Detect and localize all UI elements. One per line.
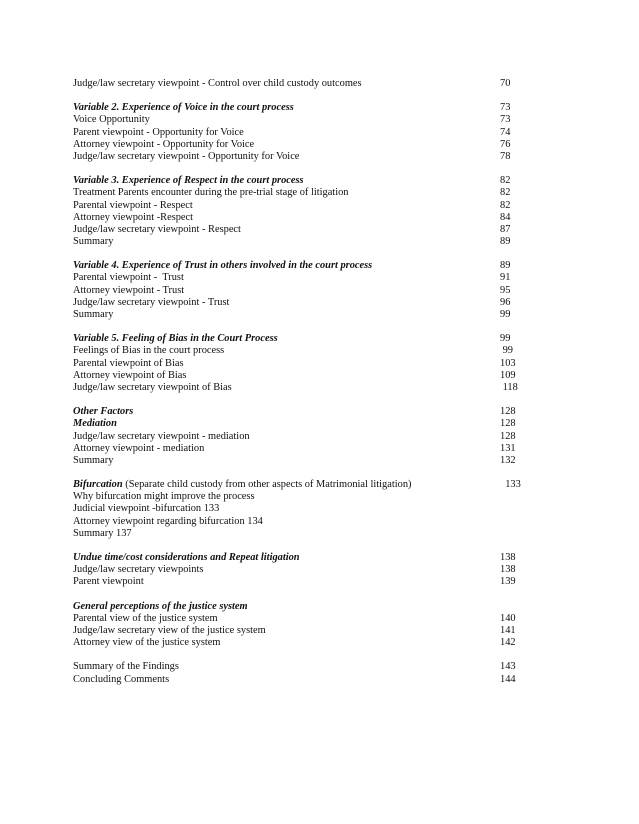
toc-page-number: 82 [500,199,511,211]
toc-entry-title: Judge/law secretary view of the justice system [73,624,266,636]
toc-entry [73,455,553,467]
toc-entry-title: Concluding Comments [73,673,170,685]
toc-entry-title: Judge/law secretary viewpoint - Control over child custody outcomes [73,78,362,89]
toc-heading [73,102,553,114]
toc-page-number: 140 [500,612,516,624]
toc-entry [73,187,553,199]
toc-entry-title: Other Factors [73,406,134,418]
toc-page-number: 84 [500,211,511,223]
toc-entry-title: Parental viewpoint - Trust [73,272,184,284]
toc-entry-title: Attorney viewpoint - mediation [73,442,205,454]
toc-page-number: 143 [500,661,516,673]
toc-page-number: 139 [500,576,516,588]
toc-entry-title: Variable 4. Experience of Trust in others involved in the court process [73,260,373,272]
toc-heading [73,260,553,272]
toc-section [73,552,553,589]
toc-page-number: 138 [500,552,516,563]
toc-page-number: 70 [500,78,511,89]
toc-entry-title: Judge/law secretary viewpoint of Bias [73,381,232,393]
toc-section [73,333,553,394]
toc-entry [73,528,553,540]
toc-entry-title: Summary [73,454,114,466]
toc-page-number: 128 [500,418,516,430]
toc-entry [73,625,553,637]
toc-entry-title: Treatment Parents encounter during the pre-trial stage of litigation [73,187,349,199]
toc-entry [73,358,553,370]
toc-entry [73,345,553,357]
toc-entry [73,224,553,236]
toc-entry-title: Attorney viewpoint - Opportunity for Voice [73,138,255,150]
toc-entry [73,564,553,576]
toc-entry [73,236,553,248]
toc-section [73,601,553,650]
toc-entry-title: Attorney viewpoint -Respect [73,211,194,223]
toc-page-number: 138 [500,564,516,576]
toc-entry [73,637,553,649]
toc-entry [73,661,553,673]
toc-section [73,661,553,685]
toc-entry [73,309,553,321]
toc-entry-title: Variable 5. Feeling of Bias in the Court Process [73,333,278,345]
toc-page-number: 109 [500,369,516,381]
toc-section [73,406,553,467]
toc-page-number: 141 [500,624,516,636]
toc-entry [73,127,553,139]
toc-page-number: 99 [500,333,511,345]
toc-page-number: 82 [500,175,511,187]
toc-entry-title: Parent viewpoint - Opportunity for Voice [73,126,244,138]
toc-entry-title-rest: (Separate child custody from other aspects of Matrimonial litigation) [122,479,412,491]
toc-entry-title: Judge/law secretary viewpoint - Trust [73,296,230,308]
toc-heading [73,418,553,430]
toc-page-number: 73 [500,114,511,126]
toc-entry-title: Judge/law secretary viewpoint - Opportunity for Voice [73,150,300,162]
toc-entry-title: Summary 137 [73,527,132,539]
toc-entry [73,151,553,163]
toc-page-number: 87 [500,223,511,235]
toc-section [73,175,553,248]
toc-entry-title: Judge/law secretary viewpoint - mediation [73,430,250,442]
toc-entry [73,613,553,625]
toc-entry [73,78,553,90]
toc-entry-title: Voice Opportunity [73,114,150,126]
toc-page-number: 95 [500,284,511,296]
toc-page-number: 76 [500,138,511,150]
toc-entry [73,370,553,382]
toc-section [73,102,553,163]
toc-page-number: 74 [500,126,511,138]
toc-entry [73,431,553,443]
toc-page-number: 103 [500,357,516,369]
toc-page-number: 131 [500,442,516,454]
toc-entry-title: Judge/law secretary viewpoints [73,564,204,576]
toc-entry-title: Judicial viewpoint -bifurcation 133 [73,503,220,515]
toc-page-number: 142 [500,637,516,649]
toc-page-number: 96 [500,296,511,308]
toc-entry [73,443,553,455]
toc-page-number: 133 [500,479,521,491]
toc-entry-title: Attorney view of the justice system [73,637,221,649]
toc-heading [73,175,553,187]
toc-page-number: 73 [500,102,511,114]
toc-entry-title: Variable 2. Experience of Voice in the court process [73,102,294,114]
toc-page-number: 144 [500,673,516,685]
toc-entry [73,139,553,151]
toc-page-number: 78 [500,150,511,162]
toc-page-number: 89 [500,236,511,248]
toc-entry [73,503,553,515]
toc-section [73,78,553,90]
toc-heading [73,333,553,345]
toc-page-number: 118 [500,381,518,393]
toc-entry-title: Attorney viewpoint - Trust [73,284,185,296]
toc-entry [73,297,553,309]
toc-entry-title: Parental viewpoint of Bias [73,357,184,369]
toc-entry-title: Feelings of Bias in the court process [73,345,225,357]
toc-entry-title: Mediation [73,418,117,430]
toc-heading [73,479,553,491]
toc-page-number: 91 [500,272,511,284]
toc-entry [73,114,553,126]
toc-page-number: 128 [500,406,516,418]
toc-entry-title: Undue time/cost considerations and Repeat litigation [73,552,300,563]
toc-entry-title-emphasis: Bifurcation [73,479,123,491]
toc-page-number: 89 [500,260,511,272]
toc-entry [73,516,553,528]
toc-heading [73,552,553,564]
toc-entry [73,491,553,503]
toc-page-number: 99 [500,309,511,320]
toc-entry [73,272,553,284]
toc-entry-title: Variable 3. Experience of Respect in the court process [73,175,304,187]
toc-page-number: 99 [500,345,513,357]
toc-entry-title: General perceptions of the justice system [73,600,248,612]
toc-page-number: 128 [500,430,516,442]
toc-entry-title: Why bifurcation might improve the process [73,491,255,503]
toc-entry [73,576,553,588]
toc-entry [73,285,553,297]
toc-section [73,479,553,540]
toc-entry [73,200,553,212]
toc-page-number: 132 [500,454,516,466]
toc-entry-title: Attorney viewpoint regarding bifurcation 134 [73,515,263,527]
toc-entry-title: Parent viewpoint [73,576,144,588]
toc-entry-title: Judge/law secretary viewpoint - Respect [73,223,241,235]
toc-entry [73,212,553,224]
toc-entry-title: Attorney viewpoint of Bias [73,369,187,381]
table-of-contents [73,78,553,698]
toc-entry [73,382,553,394]
toc-entry-title [73,479,412,491]
toc-section [73,260,553,321]
toc-entry-title: Parental view of the justice system [73,612,218,624]
toc-heading [73,406,553,418]
toc-heading [73,601,553,613]
toc-entry-title: Summary [73,236,114,248]
toc-entry [73,674,553,686]
toc-entry-title: Summary [73,309,114,320]
toc-entry-title: Parental viewpoint - Respect [73,199,193,211]
toc-page-number: 82 [500,187,511,199]
toc-entry-title: Summary of the Findings [73,661,179,673]
